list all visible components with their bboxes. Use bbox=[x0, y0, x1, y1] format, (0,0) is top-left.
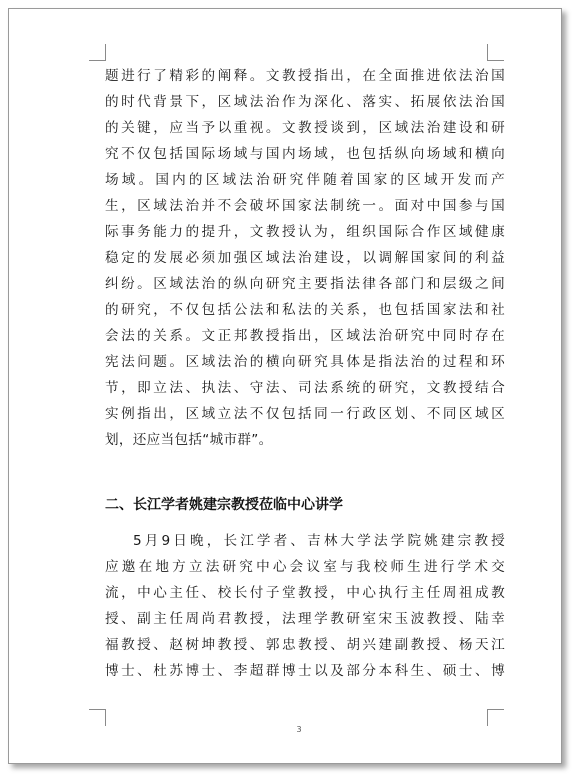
paragraph-line: 际事务能力的提升，文教授认为，组织国际合作区域健康 bbox=[105, 224, 505, 240]
paragraph-line: 实例指出，区域立法不仅包括同一行政区划、不同区域区 bbox=[105, 406, 505, 422]
paragraph-line: 的研究，不仅包括公法和私法的关系，也包括国家法和社 bbox=[105, 302, 505, 318]
paragraph-line: 生，区域法治并不会破坏国家法制统一。面对中国参与国 bbox=[105, 198, 505, 214]
paragraph-line: 福教授、赵树坤教授、郭忠教授、胡兴建副教授、杨天江 bbox=[105, 637, 505, 653]
crop-mark-bottom-left bbox=[89, 709, 106, 726]
paragraph-line: 节，即立法、执法、守法、司法系统的研究，文教授结合 bbox=[105, 380, 505, 396]
paragraph-line: 场域。国内的区域法治研究伴随着国家的区域开发而产 bbox=[105, 172, 505, 188]
paragraph-line: 划，还应当包括“城市群”。 bbox=[105, 432, 273, 448]
paragraph-line: 究不仅包括国际场域与国内场域，也包括纵向场域和横向 bbox=[105, 146, 505, 162]
paragraph-line: 会法的关系。文正邦教授指出，区域法治研究中同时存在 bbox=[105, 328, 505, 344]
crop-mark-top-left bbox=[89, 44, 106, 61]
paragraph-line: 流，中心主任、校长付子堂教授，中心执行主任周祖成教 bbox=[105, 585, 505, 601]
paragraph-line: 的时代背景下，区域法治作为深化、落实、拓展依法治国 bbox=[105, 94, 505, 110]
paragraph-line: 题进行了精彩的阐释。文教授指出，在全面推进依法治国 bbox=[105, 68, 505, 84]
paragraph-line: 的关键，应当予以重视。文教授谈到，区域法治建设和研 bbox=[105, 120, 505, 136]
paragraph-line: 5月9日晚，长江学者、吉林大学法学院姚建宗教授 bbox=[133, 533, 505, 549]
section-heading: 二、长江学者姚建宗教授莅临中心讲学 bbox=[105, 497, 343, 513]
paragraph-line: 应邀在地方立法研究中心会议室与我校师生进行学术交 bbox=[105, 559, 505, 575]
paragraph-line: 稳定的发展必须加强区域法治建设，以调解国家间的利益 bbox=[105, 250, 505, 266]
paragraph-line: 博士、杜苏博士、李超群博士以及部分本科生、硕士、博 bbox=[105, 663, 505, 679]
paragraph-line: 宪法问题。区域法治的横向研究具体是指法治的过程和环 bbox=[105, 354, 505, 370]
crop-mark-top-right bbox=[487, 44, 504, 61]
crop-mark-bottom-right bbox=[487, 709, 504, 726]
paragraph-line: 授、副主任周尚君教授，法理学教研室宋玉波教授、陆幸 bbox=[105, 611, 505, 627]
paragraph-line: 纠纷。区域法治的纵向研究主要指法律各部门和层级之间 bbox=[105, 276, 505, 292]
document-page bbox=[8, 8, 562, 764]
page-number: 3 bbox=[296, 725, 302, 734]
